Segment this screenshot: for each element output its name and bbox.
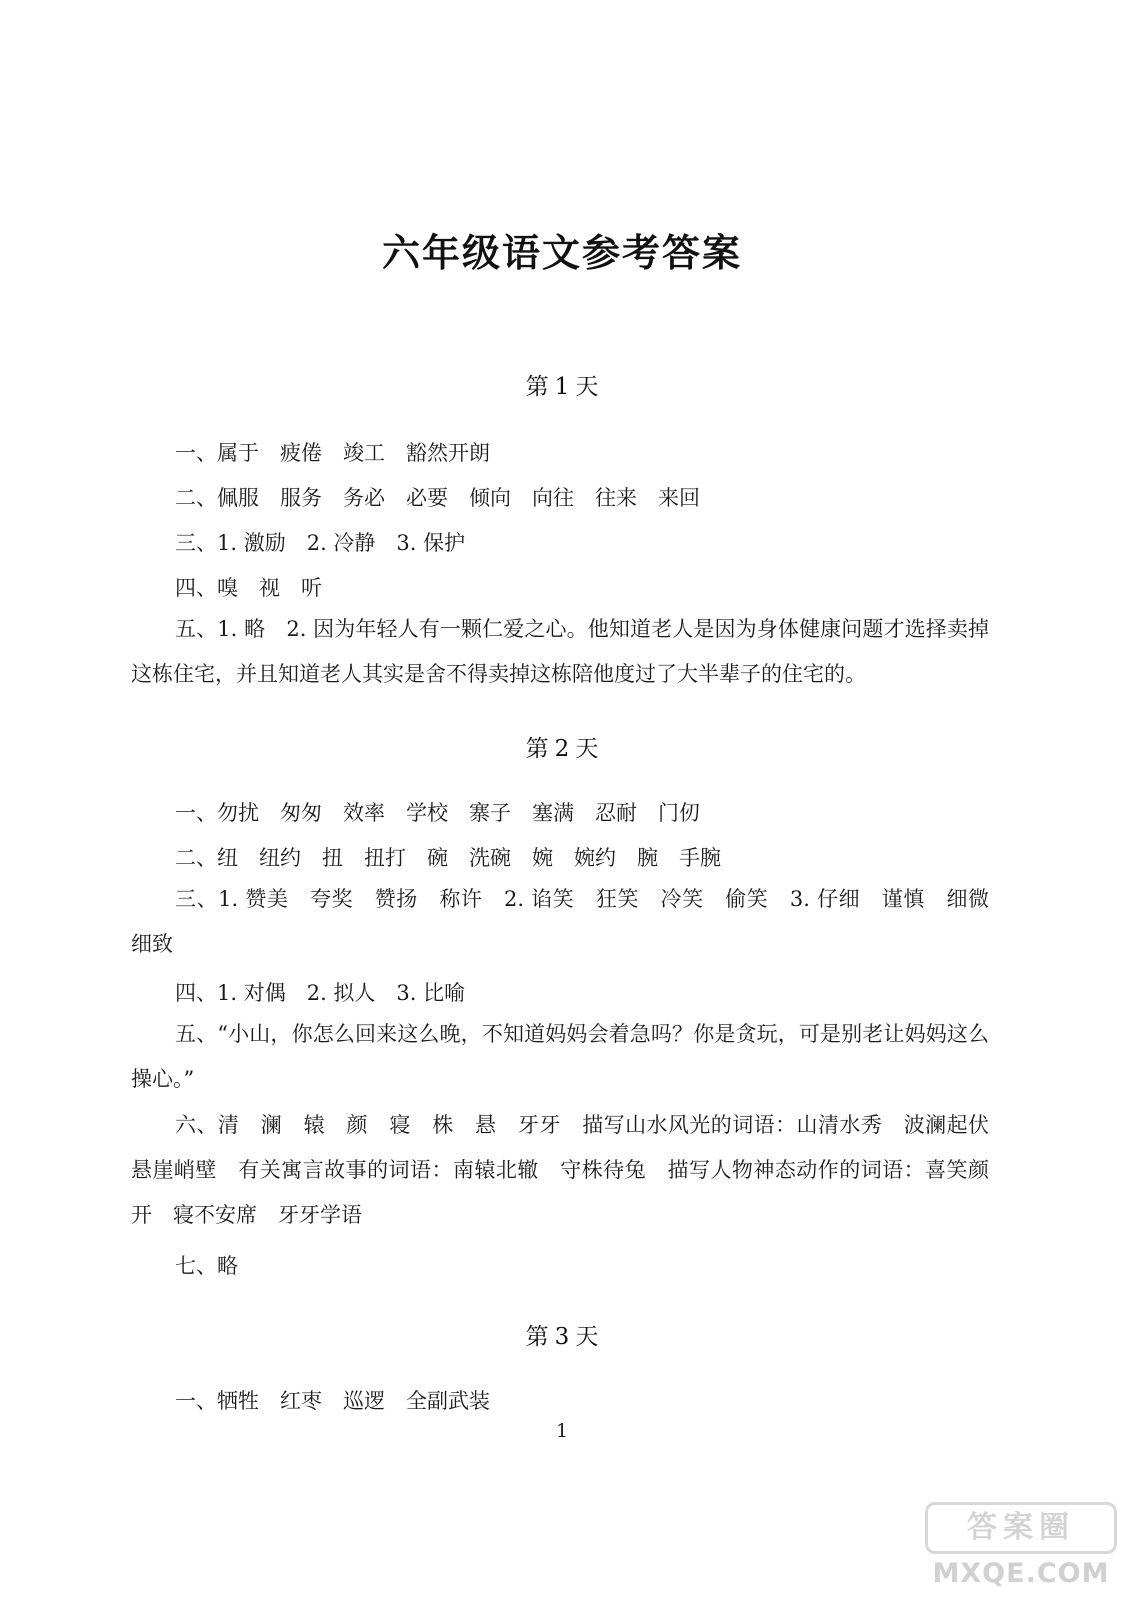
day-3-heading-prefix: 第 — [525, 1324, 549, 1350]
watermark — [925, 1502, 1117, 1594]
day-2-heading-number: 2 — [554, 736, 570, 762]
day-3-heading — [0, 1318, 1124, 1351]
day-1-answer-2: 二、佩服 服务 务必 必要 倾向 向往 往来 来回 — [175, 486, 700, 510]
day-1-heading — [0, 368, 1124, 401]
day-1-heading-number: 1 — [554, 374, 570, 400]
day-1-answer-3: 三、1. 激励 2. 冷静 3. 保护 — [175, 531, 466, 555]
day-2-answer-4: 四、1. 对偶 2. 拟人 3. 比喻 — [175, 981, 466, 1005]
day-3-heading-suffix: 天 — [575, 1324, 599, 1350]
page-number: 1 — [555, 1420, 569, 1442]
day-1-answer-4: 四、嗅 视 听 — [175, 576, 322, 600]
day-3-heading-number: 3 — [554, 1324, 570, 1350]
day-2-answer-5: 五、“小山，你怎么回来这么晚，不知道妈妈会着急吗？你是贪玩，可是别老让妈妈这么操心。” — [131, 1022, 989, 1091]
watermark-url: MXQE.COM — [932, 1558, 1110, 1589]
day-2-answer-7: 七、略 — [175, 1254, 238, 1278]
day-1-answer-5: 五、1. 略 2. 因为年轻人有一颗仁爱之心。他知道老人是因为身体健康问题才选择卖掉这栋住宅，并且知道老人其实是舍不得卖掉这栋陪他度过了大半辈子的住宅的。 — [131, 617, 989, 686]
day-1-answer-1: 一、属于 疲倦 竣工 豁然开朗 — [175, 441, 490, 465]
page-title: 六年级语文参考答案 — [381, 230, 742, 275]
day-2-heading — [0, 730, 1124, 763]
day-2-answer-2: 二、纽 纽约 扭 扭打 碗 洗碗 婉 婉约 腕 手腕 — [175, 846, 721, 870]
day-2-heading-prefix: 第 — [525, 736, 549, 762]
day-2-answer-3: 三、1. 赞美 夸奖 赞扬 称许 2. 谄笑 狂笑 冷笑 偷笑 3. 仔细 谨慎 细微 细致 — [131, 887, 1010, 956]
day-1-heading-suffix: 天 — [575, 374, 599, 400]
day-2-heading-suffix: 天 — [575, 736, 599, 762]
day-3-answer-1: 一、牺牲 红枣 巡逻 全副武装 — [175, 1389, 490, 1413]
watermark-logo: 答案圈 — [925, 1502, 1117, 1554]
day-1-heading-prefix: 第 — [525, 374, 549, 400]
day-2-answer-1: 一、勿扰 匆匆 效率 学校 寨子 塞满 忍耐 门仞 — [175, 801, 700, 825]
day-2-answer-6: 六、清 澜 辕 颜 寝 株 悬 牙牙 描写山水风光的词语：山清水秀 波澜起伏 悬崖峭壁 有关寓言故事的词语：南辕北辙 守株待兔 描写人物神态动作的词语：喜笑颜开 寝不安席 牙牙学语 — [131, 1113, 1010, 1227]
